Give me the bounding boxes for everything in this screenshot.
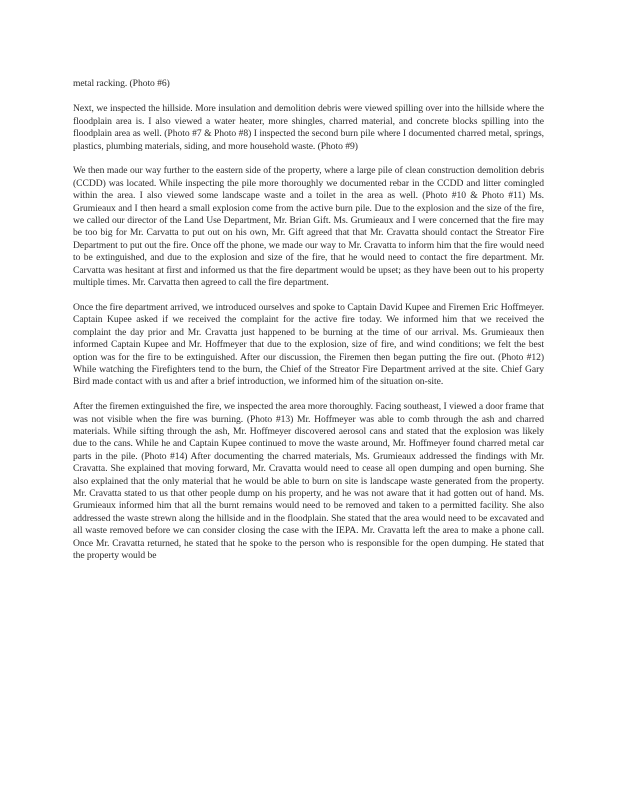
paragraph-5: After the firemen extinguished the fire, we inspected the area more thoroughly. Facing southeast, I viewed a door frame that was not visible when the fire was burning. (Photo #13) Mr. Hoffmeyer was able to comb through the ash and charred materials. While sifting through the ash, Mr. Hoffmeyer discovered aerosol cans and stated that the explosion was likely due to the cans. While he and Captain Kupee continued to move the waste around, Mr. Hoffmeyer found charred metal car parts in the pile. (Photo #14) After documenting the charred materials, Ms. Grumieaux addressed the findings with Mr. Cravatta. She explained that moving forward, Mr. Cravatta would need to cease all open dumping and open burning. She also explained that the only material that he would be able to burn on site is landscape waste generated from the property. Mr. Cravatta stated to us that other people dump on his property, and he was not aware that it had gotten out of hand. Ms. Grumieaux informed him that all the burnt remains would need to be removed and taken to a permitted facility. She also addressed the waste strewn along the hillside and in the floodplain. She stated that the area would need to be excavated and all waste removed before we can consider closing the case with the IEPA. Mr. Cravatta left the area to make a phone call. Once Mr. Cravatta returned, he stated that he spoke to the person who is responsible for the open dumping. He stated that the property would be [73, 401, 544, 561]
paragraph-1: metal racking. (Photo #6) [73, 78, 170, 89]
document-body [73, 78, 544, 575]
paragraph-2: Next, we inspected the hillside. More insulation and demolition debris were viewed spilling over into the hillside where the floodplain area is. I also viewed a water heater, more shingles, charred material, and concrete blocks spilling into the floodplain area as well. (Photo #7 & Photo #8) I inspected the second burn pile where I documented charred metal, springs, plastics, plumbing materials, siding, and more household waste. (Photo #9) [73, 103, 544, 152]
paragraph-4: Once the fire department arrived, we introduced ourselves and spoke to Captain David Kupee and Firemen Eric Hoffmeyer. Captain Kupee asked if we received the complaint for the active fire today. We informed him that we received the complaint the day prior and Mr. Cravatta just happened to be burning at the time of our arrival. Ms. Grumieaux then informed Captain Kupee and Mr. Hoffmeyer that due to the explosion, size of fire, and wind conditions; we felt the best option was for the fire to be extinguished. After our discussion, the Firemen then began putting the fire out. (Photo #12) While watching the Firefighters tend to the burn, the Chief of the Streator Fire Department arrived at the site. Chief Gary Bird made contact with us and after a brief introduction, we informed him of the situation on-site. [73, 301, 544, 388]
paragraph-3: We then made our way further to the eastern side of the property, where a large pile of clean construction demolition debris (CCDD) was located. While inspecting the pile more thoroughly we documented rebar in the CCDD and litter comingled within the area. I also viewed some landscape waste and a toilet in the area as well. (Photo #10 & Photo #11) Ms. Grumieaux and I then heard a small explosion come from the active burn pile. Due to the explosion and the size of the fire, we called our director of the Land Use Department, Mr. Brian Gift. Ms. Grumieaux and I were concerned that the fire may be too big for Mr. Carvatta to put out on his own, Mr. Gift agreed that that Mr. Cravatta should contact the Streator Fire Department to put out the fire. Once off the phone, we made our way to Mr. Cravatta to inform him that the fire would need to be extinguished, and due to the explosion and size of the fire, that he would need to contact the fire department. Mr. Carvatta was hesitant at first and informed us that the fire department would be upset; as they have been out to his property multiple times. Mr. Carvatta then agreed to call the fire department. [73, 165, 544, 289]
